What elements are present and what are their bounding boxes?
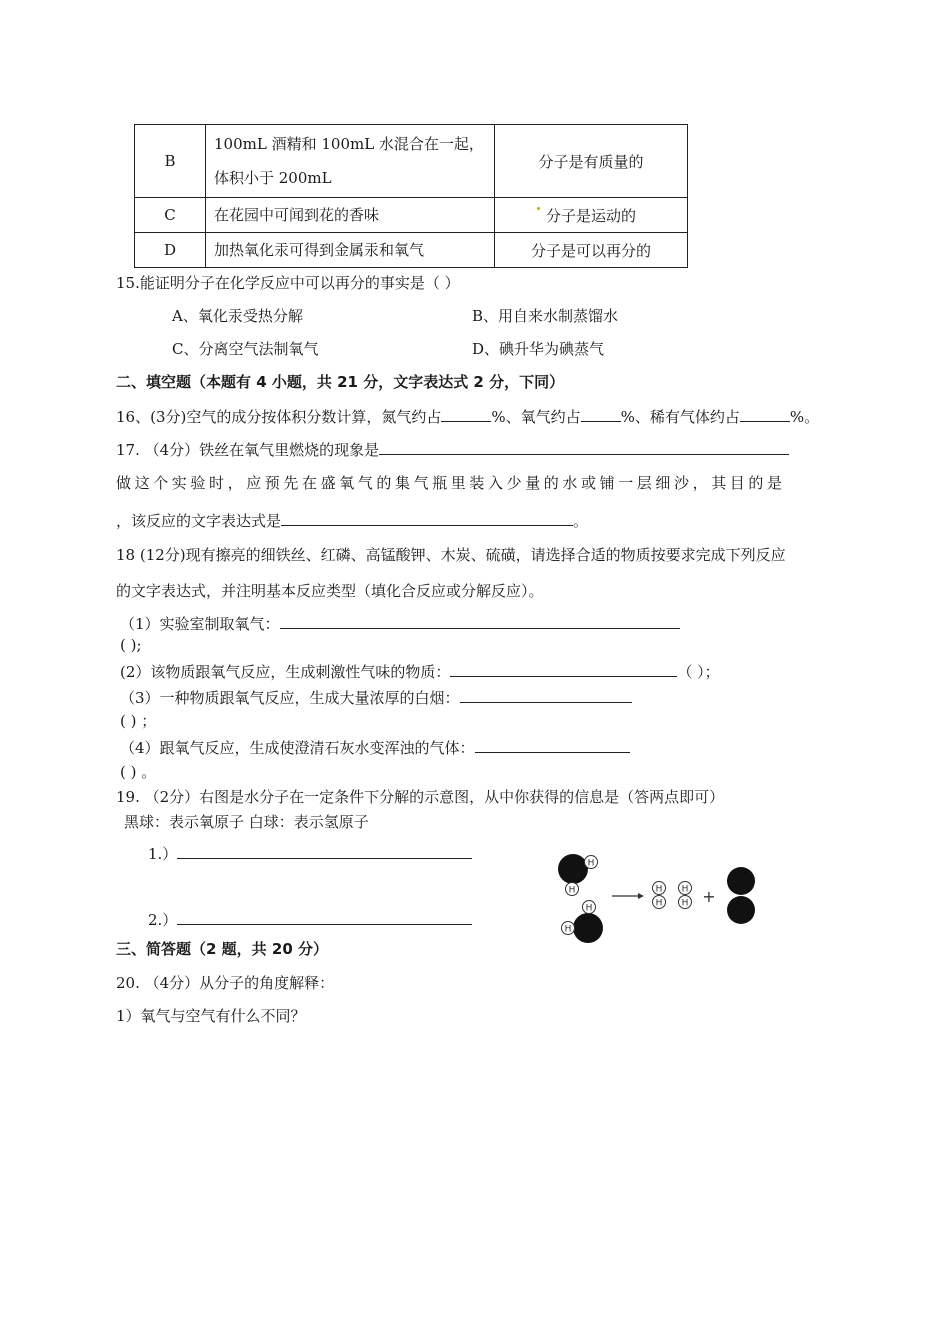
q16-text: %。	[789, 408, 820, 426]
oxygen-atom	[558, 854, 588, 884]
q19-legend: 黑球：表示氧原子 白球：表示氢原子	[124, 813, 369, 831]
q18-sub2	[120, 660, 720, 682]
option-label: B	[135, 125, 206, 198]
q20-sub1: 1）氧气与空气有什么不同？	[116, 1007, 306, 1025]
q18-text: (2）该物质跟氧气反应，生成刺激性气味的物质：	[120, 663, 451, 681]
option-label: D	[135, 233, 206, 268]
q18-line2: 的文字表达式，并注明基本反应类型（填化合反应或分解反应）。	[116, 582, 544, 600]
plus-sign: +	[702, 887, 716, 906]
q15-option-c: C、分离空气法制氧气	[172, 340, 319, 358]
q17-line2: 做这个实验时，应预先在盛氧气的集气瓶里装入少量的水或铺一层细沙，其目的是	[116, 474, 786, 492]
q16-text: 16、(3分)空气的成分按体积分数计算，氮气约占	[116, 408, 442, 426]
q17-line1	[116, 438, 789, 460]
answer-blank[interactable]	[740, 405, 790, 422]
fact-cell: 加热氧化汞可得到金属汞和氧气	[206, 233, 495, 268]
speck-mark	[537, 207, 540, 210]
h-label: H	[655, 898, 663, 909]
q18-text: （1）实验室制取氧气：	[120, 615, 280, 633]
fact-line: 体积小于 200mL	[214, 169, 332, 187]
q20-stem: 20. （4分）从分子的角度解释：	[116, 974, 335, 992]
answer-blank[interactable]	[280, 612, 680, 629]
q15-stem: 15.能证明分子在化学反应中可以再分的事实是（ ）	[116, 274, 460, 292]
h-label: H	[564, 924, 572, 935]
q15-option-d: D、碘升华为碘蒸气	[472, 340, 605, 358]
q18-text: （4）跟氧气反应，生成使澄清石灰水变浑浊的气体：	[120, 739, 475, 757]
answer-blank[interactable]	[177, 908, 472, 925]
water-decomposition-diagram	[550, 846, 770, 946]
q18-sub3	[120, 686, 632, 708]
q17-text: 。	[573, 512, 589, 530]
q17-text: ，该反应的文字表达式是	[116, 512, 282, 530]
q19-answer-1	[148, 842, 472, 864]
fact-cell	[206, 125, 495, 198]
option-label: C	[135, 198, 206, 233]
explanation-cell: 分子是有质量的	[495, 125, 688, 198]
q19-stem: 19. （2分）右图是水分子在一定条件下分解的示意图，从中你获得的信息是（答两点即可）	[116, 788, 725, 806]
q16-text: %、稀有气体约占	[620, 408, 740, 426]
section-3-title: 三、简答题（2 题，共 20 分）	[116, 940, 328, 958]
q18-sub1-type: ( );	[120, 636, 142, 654]
fact-line: 100mL 酒精和 100mL 水混合在一起，	[214, 135, 484, 153]
answer-label: 2.）	[148, 911, 178, 929]
options-table	[134, 124, 688, 268]
q17-text: 17. （4分）铁丝在氧气里燃烧的现象是	[116, 441, 380, 459]
answer-blank[interactable]	[460, 686, 632, 703]
q19-answer-2	[148, 908, 472, 930]
q18-line1: 18 (12分)现有擦亮的细铁丝、红磷、高锰酸钾、木炭、硫磺，请选择合适的物质按要求完成下列反应	[116, 546, 786, 564]
q18-text: （3）一种物质跟氧气反应，生成大量浓厚的白烟：	[120, 689, 460, 707]
h-label: H	[568, 885, 576, 896]
explanation-cell: 分子是运动的	[495, 198, 688, 233]
table-row	[135, 233, 688, 268]
q18-sub4-type: ( ) 。	[120, 763, 157, 781]
q15-option-b: B、用自来水制蒸馏水	[472, 307, 619, 325]
q15-option-a: A、氧化汞受热分解	[172, 307, 303, 325]
q16	[116, 405, 819, 427]
q16-text: %、氧气约占	[491, 408, 581, 426]
fact-cell: 在花园中可闻到花的香味	[206, 198, 495, 233]
table-row	[135, 125, 688, 198]
h-label: H	[655, 884, 663, 895]
h-label: H	[681, 884, 689, 895]
answer-blank[interactable]	[281, 509, 573, 526]
q18-sub3-type: ( ) ；	[120, 712, 157, 730]
oxygen-atom	[727, 867, 755, 895]
explanation-cell: 分子是可以再分的	[495, 233, 688, 268]
q18-sub1	[120, 612, 680, 634]
answer-blank[interactable]	[475, 736, 630, 753]
q18-sub4	[120, 736, 630, 758]
answer-blank[interactable]	[450, 660, 677, 677]
h-label: H	[681, 898, 689, 909]
answer-blank[interactable]	[581, 405, 621, 422]
answer-blank[interactable]	[379, 438, 789, 455]
table-row	[135, 198, 688, 233]
h-label: H	[587, 858, 595, 869]
section-2-title: 二、填空题（本题有 4 小题，共 21 分，文字表达式 2 分，下同）	[116, 373, 565, 391]
oxygen-atom	[727, 896, 755, 924]
h-label: H	[585, 903, 593, 914]
q18-text: （ ）；	[677, 663, 720, 681]
answer-blank[interactable]	[177, 842, 472, 859]
oxygen-atom	[573, 913, 603, 943]
answer-blank[interactable]	[441, 405, 491, 422]
answer-label: 1.）	[148, 845, 178, 863]
q17-line3	[116, 509, 588, 531]
arrow-head-icon	[638, 893, 644, 899]
